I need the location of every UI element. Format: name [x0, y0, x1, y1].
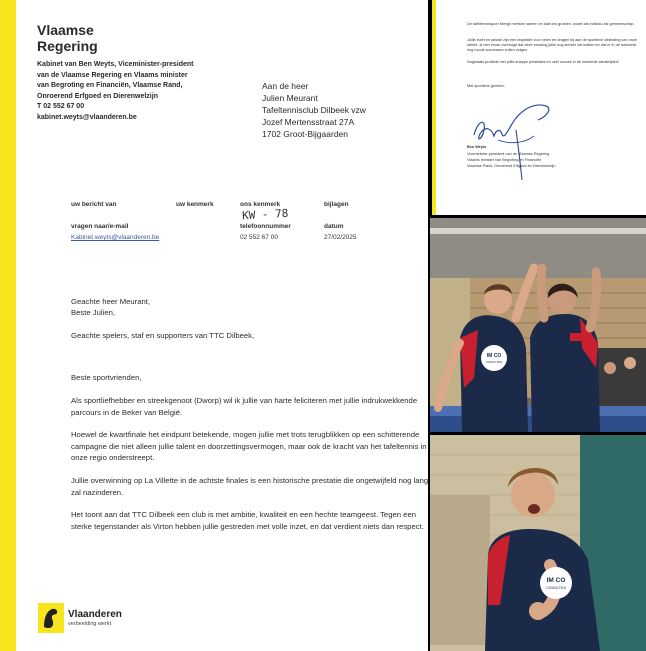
page2-paragraph-2: Jullie inzet en passie zijn een inspiratie voor velen en dragen bij aan de sportieve uitstraling van onze streek. Ik ben ervan overtuigd dat deze ervaring jullie nog sterker zal maken en dat er in de toekomst nog mooie successen zullen volgen.	[467, 38, 637, 53]
signatory-title-3: Vlaamse Rand, Onroerend Erfgoed en Dierenwelzijn	[467, 164, 556, 168]
sender-line: Kabinet van Ben Weyts, Viceminister-president	[37, 61, 194, 68]
yellow-margin-bar	[0, 0, 16, 651]
recipient-line: Tafeltennisclub Dilbeek vzw	[262, 105, 366, 115]
signatory-name: Ben Weyts	[467, 145, 487, 149]
sender-line: Onroerend Erfgoed en Dierenwelzijn	[37, 92, 158, 100]
paragraph-3: Jullie overwinning op La Villette in de achtste finales is een historische prestatie die ongetwijfeld nog lang zal nazinderen.	[71, 476, 428, 497]
paragraph-4: Het toont aan dat TTC Dilbeek een club is met ambitie, kwaliteit en een hechte teamgeest. Tegen een sterke tegenstander als Virton hebben jullie gestreden met volle inzet, en dat verdient niets dan respect.	[71, 510, 424, 531]
recipient-line: Aan de heer	[262, 81, 309, 91]
recipient-block	[262, 80, 366, 140]
organisation-title: Vlaamse Regering	[37, 22, 98, 54]
sender-email: kabinet.weyts@vlaanderen.be	[37, 113, 137, 121]
photo-celebration	[430, 435, 646, 651]
logo-tagline: verbeelding werkt	[68, 621, 112, 627]
label-bijlagen: bijlagen	[324, 201, 349, 208]
sponsor-sub-right: CONSULTING	[545, 586, 567, 590]
label-uw-bericht: uw bericht van	[71, 201, 117, 208]
label-vragen: vragen naar/e-mail	[71, 223, 129, 230]
signature-drawing	[468, 100, 558, 185]
salutation-2: Beste Julien,	[71, 308, 116, 317]
sponsor-logo-right: IM CO	[546, 577, 566, 584]
label-datum: datum	[324, 223, 344, 230]
photo-high-five	[430, 218, 646, 432]
yellow-margin-bar	[432, 0, 436, 215]
letter-page-2	[432, 0, 646, 215]
sender-block	[37, 60, 194, 123]
recipient-line: Jozef Mertensstraat 27A	[262, 117, 355, 127]
celebration-scene	[430, 435, 646, 651]
paragraph-1: Als sportliefhebber en streekgenoot (Dworp) wil ik jullie van harte feliciteren met jullie indrukwekkende parcours in de Beker van België.	[71, 396, 418, 417]
sender-line: van Begroting en Financiën, Vlaamse Rand,	[37, 82, 183, 89]
salutation-1: Geachte heer Meurant,	[71, 297, 151, 306]
page2-paragraph-3: Nogmaals proficiat met jullie knappe prestaties en veel succes in de komende wedstrijden!	[467, 60, 619, 64]
signatory-title-1: Viceminister-president van de Vlaamse Regering	[467, 152, 550, 156]
sponsor-logo-left: IM CO	[486, 353, 502, 359]
high-five-scene	[430, 218, 646, 432]
lion-icon	[38, 603, 64, 633]
handwritten-reference: KW - 78	[241, 206, 289, 223]
contact-phone: 02 552 67 00	[240, 234, 278, 241]
sponsor-sub-left: CONSULTING	[485, 361, 503, 364]
label-telefoon: telefoonnummer	[240, 223, 291, 230]
letter-date: 27/02/2025	[324, 234, 357, 241]
sender-phone: T 02 552 67 00	[37, 103, 85, 110]
signatory-title-2: Vlaams minister van Begroting en Financiën	[467, 158, 542, 162]
sender-line: van de Vlaamse Regering en Vlaams minister	[37, 71, 188, 79]
greeting: Beste sportvrienden,	[71, 373, 142, 382]
paragraph-2: Hoewel de kwartfinale het eindpunt betekende, mogen jullie met trots terugblikken op een schitterende campagne die niet alleen jullie talent en doorzettingsvermogen, maar ook de kracht van het tafeltennis in onze regio onderstreept.	[71, 430, 427, 462]
logo-name: Vlaanderen	[68, 609, 122, 620]
contact-email-link[interactable]: Kabinet.weyts@vlaanderen.be	[71, 234, 160, 241]
page2-paragraph-1: De tafeltennissport brengt mensen samen en laat ons groeien, zowel als individu als gemeenschap.	[467, 22, 635, 26]
recipient-line: Julien Meurant	[262, 93, 318, 103]
salutation-3: Geachte spelers, staf en supporters van TTC Dilbeek,	[71, 331, 255, 340]
recipient-line: 1702 Groot-Bijgaarden	[262, 129, 349, 139]
page2-closing: Met sportieve groeten,	[467, 84, 505, 88]
label-uw-kenmerk: uw kenmerk	[176, 201, 214, 208]
label-ons-kenmerk: ons kenmerk	[240, 201, 281, 208]
